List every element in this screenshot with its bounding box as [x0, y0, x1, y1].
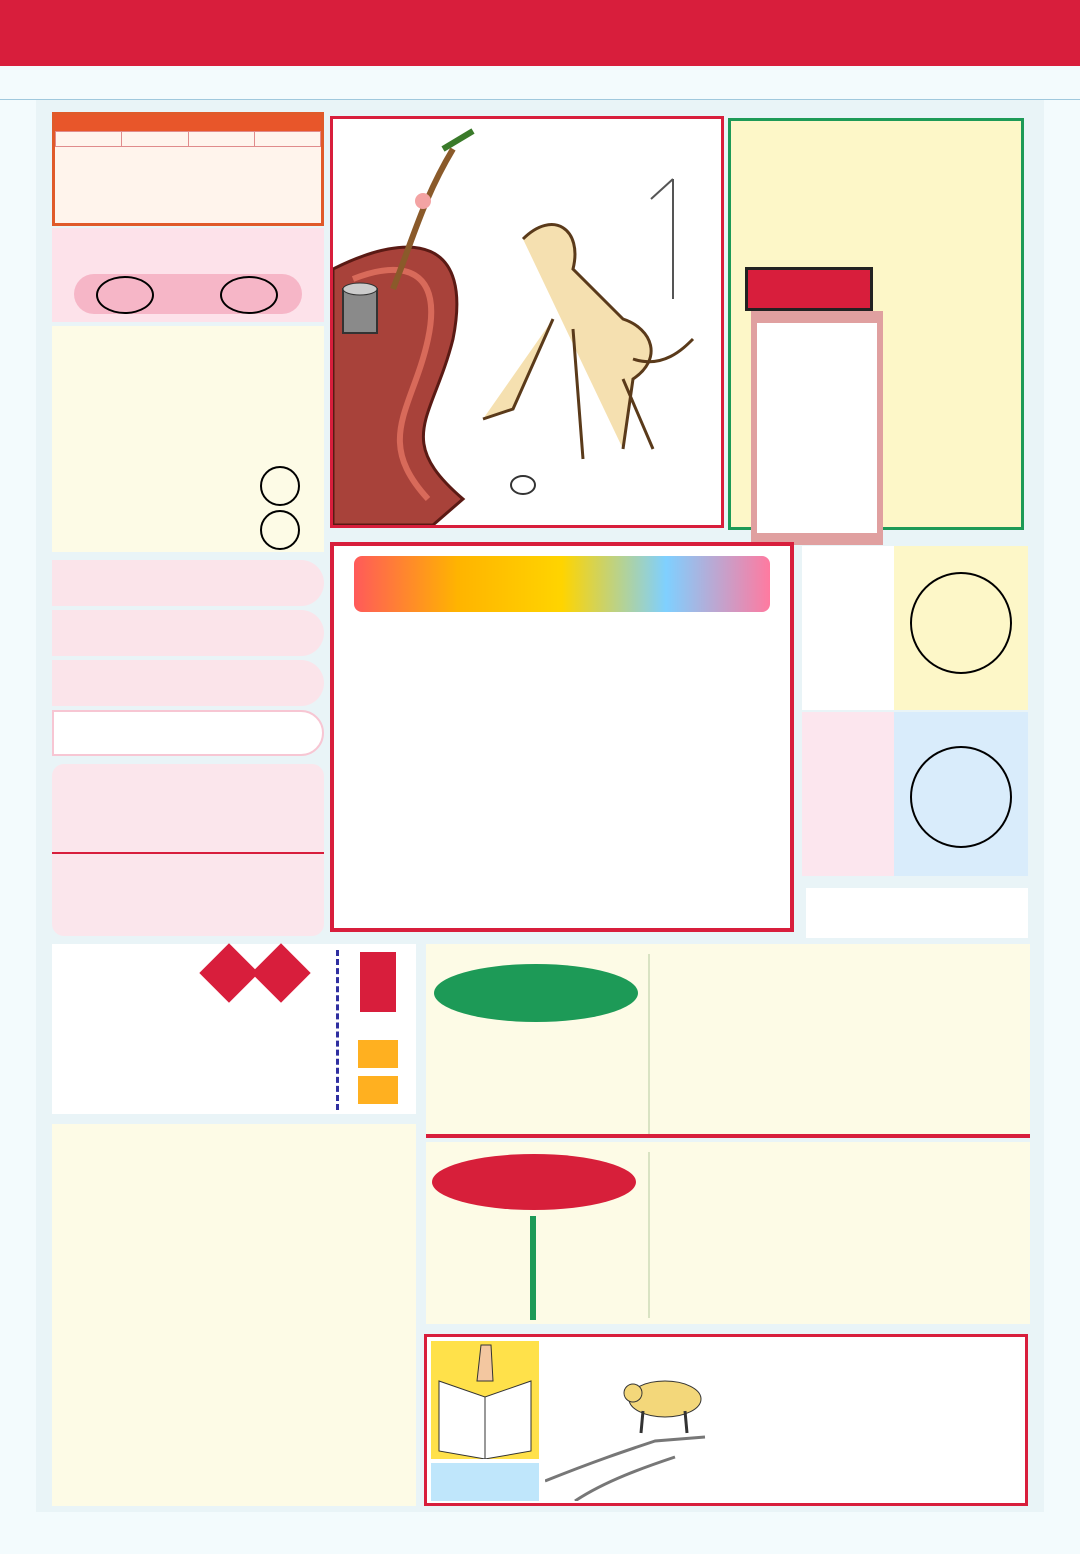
- col-header: [188, 132, 254, 147]
- cow-illustration: [545, 1341, 741, 1501]
- mark-six-strip: [0, 66, 1080, 100]
- computer-analysis-box: [330, 542, 794, 932]
- horse-cartoon: [330, 116, 724, 528]
- special-open-box: [426, 1142, 1030, 1324]
- hot-cold-box: [52, 228, 324, 322]
- special-code-box: [52, 326, 324, 552]
- left-border-strip: [0, 100, 36, 1512]
- total-pill: [434, 964, 638, 1022]
- table-title: [55, 115, 321, 131]
- hot-number: [96, 276, 154, 314]
- stat-ball-2: [910, 746, 1012, 848]
- col-header: [122, 132, 188, 147]
- cold-number: [220, 276, 278, 314]
- cartoon-caption: [431, 1463, 539, 1501]
- right-border-strip: [1044, 100, 1080, 1512]
- scroll: [751, 311, 883, 545]
- lucky-special-row: [52, 560, 324, 606]
- riddle-num-1: [358, 1040, 398, 1068]
- total-box: [426, 944, 1030, 1138]
- lucky-zodiac-row: [52, 610, 324, 656]
- lucky-color-row: [52, 660, 324, 706]
- col-header: [254, 132, 320, 147]
- riddle-side-tag: [360, 952, 396, 1012]
- mystery-box: [728, 118, 1024, 530]
- hot-weak-table: [52, 112, 324, 226]
- provide-ball-1: [260, 466, 300, 506]
- contribution-box: [52, 764, 324, 936]
- stat-ball-1: [910, 572, 1012, 674]
- stat-box-1: [802, 546, 1028, 710]
- col-header: [56, 132, 122, 147]
- horse-illustration: [333, 119, 721, 525]
- riddle-num-2: [358, 1076, 398, 1104]
- zodiac-puzzle: [52, 1124, 416, 1506]
- computer-title: [354, 556, 770, 612]
- bottom-cartoon-box: [424, 1334, 1028, 1506]
- stat-box-2: [802, 712, 1028, 876]
- odd-even-line: [806, 888, 1028, 938]
- footer: [0, 1512, 1080, 1554]
- seek-code-tag: [745, 267, 873, 311]
- header-bar: [0, 0, 1080, 66]
- book-illustration: [431, 1341, 539, 1459]
- special-open-pill: [432, 1154, 636, 1210]
- lucky-range-row: [52, 710, 324, 756]
- riddle-box: [52, 944, 416, 1114]
- provide-ball-2: [260, 510, 300, 550]
- hot-weak-grid: [55, 131, 321, 147]
